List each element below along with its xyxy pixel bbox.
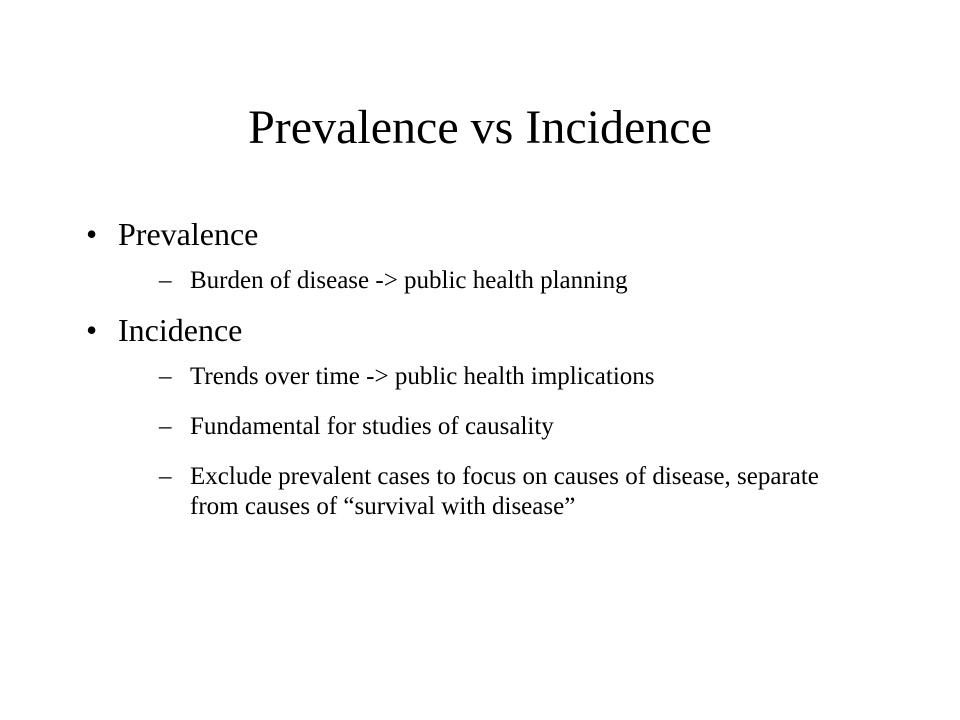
bullet-label: Prevalence <box>118 216 259 252</box>
bullet-label: Incidence <box>118 312 243 348</box>
dash-icon: – <box>159 463 172 490</box>
bullet-item-incidence <box>86 310 886 522</box>
dash-icon: – <box>159 267 172 294</box>
slide-title: Prevalence vs Incidence <box>248 101 712 154</box>
dash-icon: – <box>159 363 172 390</box>
dash-icon: – <box>159 413 172 440</box>
sub-bullet-list <box>118 266 886 296</box>
sub-bullet-text: Burden of disease -> public health planning <box>190 267 628 294</box>
sub-bullet-text: Exclude prevalent cases to focus on causes of disease, separate from causes of “survival with disease” <box>190 463 819 520</box>
sub-bullet-item <box>159 412 830 442</box>
bullet-list <box>86 214 886 522</box>
sub-bullet-item <box>159 266 830 296</box>
sub-bullet-item <box>159 462 830 522</box>
bullet-item-prevalence <box>86 214 886 296</box>
sub-bullet-item <box>159 362 830 392</box>
sub-bullet-text: Fundamental for studies of causality <box>190 413 554 440</box>
bullet-icon: • <box>86 312 98 348</box>
sub-bullet-list <box>118 362 886 522</box>
sub-bullet-text: Trends over time -> public health implications <box>190 363 655 390</box>
bullet-icon: • <box>86 216 98 252</box>
